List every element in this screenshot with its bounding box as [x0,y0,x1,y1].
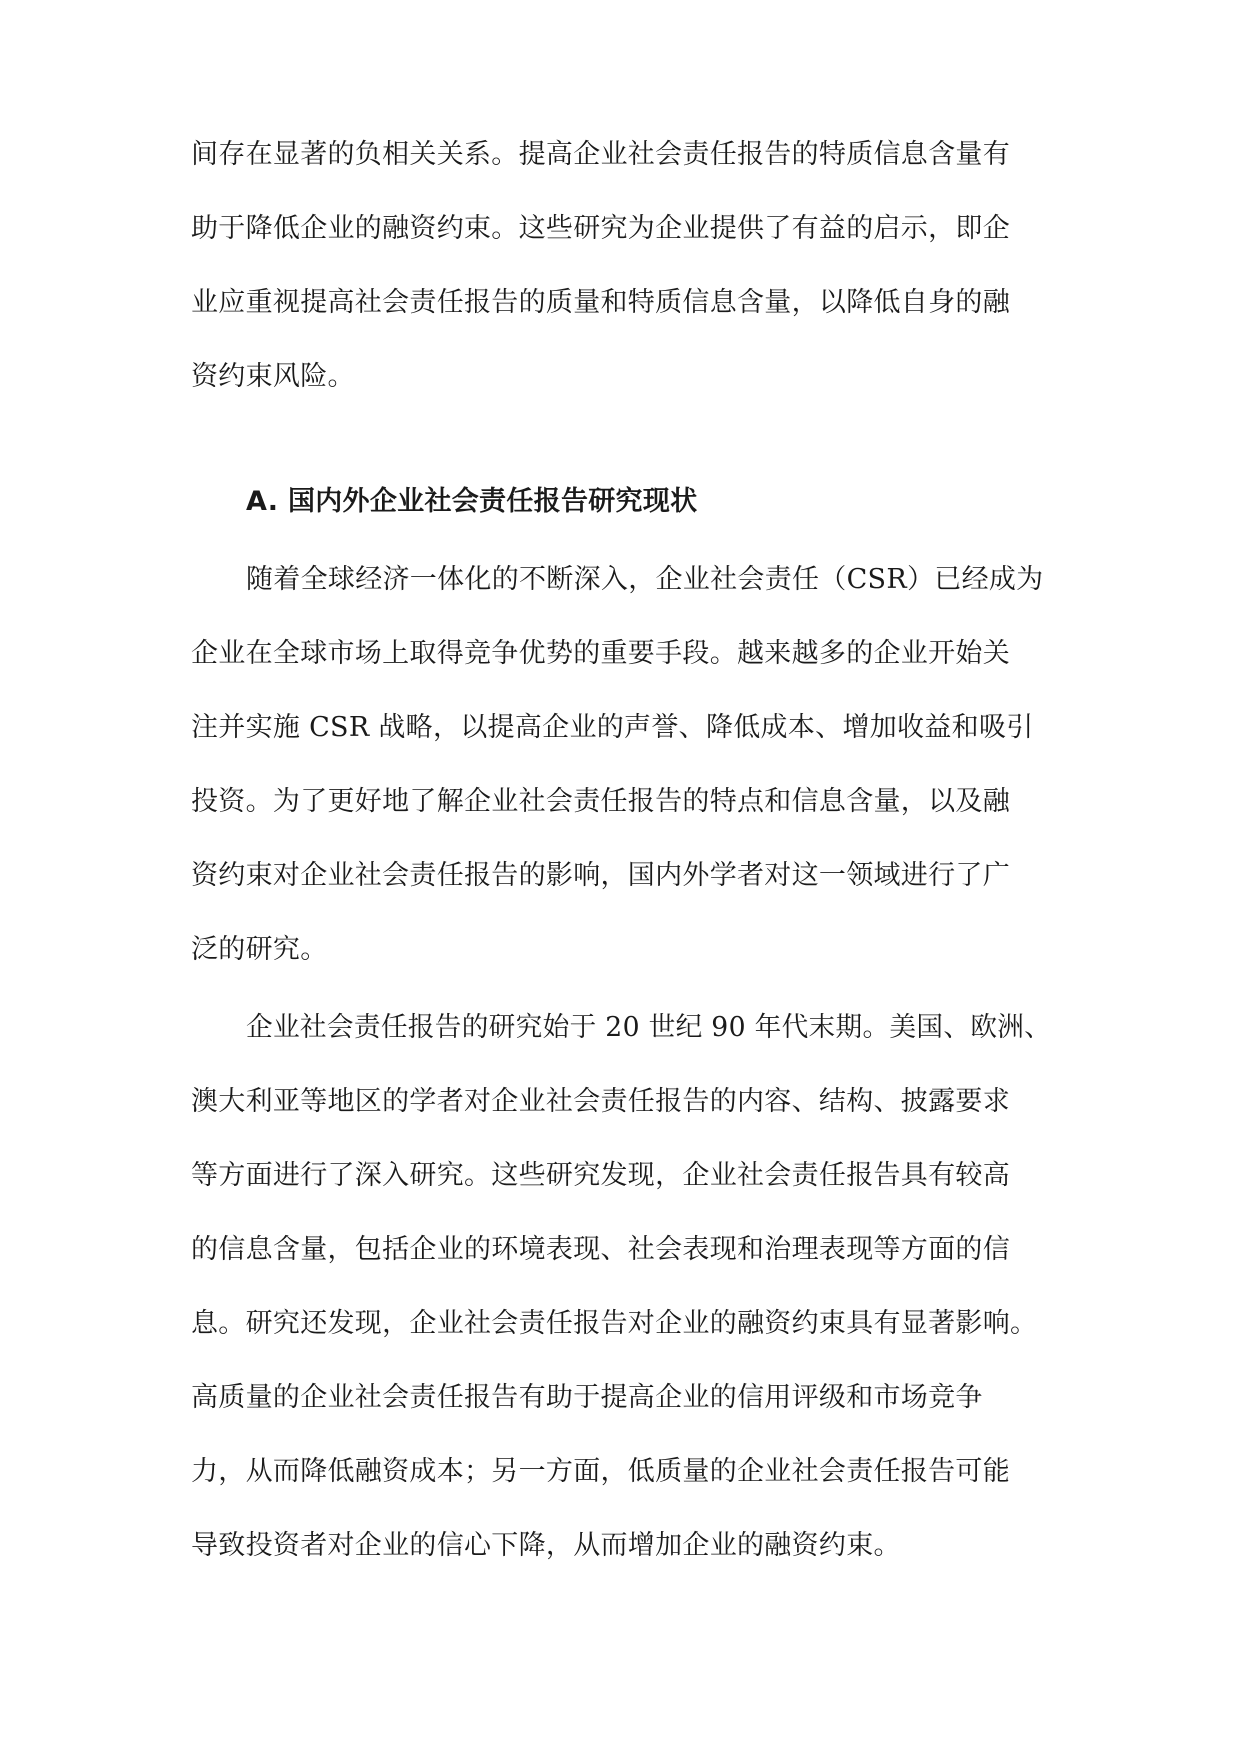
text-line: 息。研究还发现，企业社会责任报告对企业的融资约束具有显著影响。 [191,1308,1038,1339]
text-line: 助于降低企业的融资约束。这些研究为企业提供了有益的启示，即企 [191,213,1010,244]
section-heading: A. 国内外企业社会责任报告研究现状 [246,486,698,517]
text-line: 导致投资者对企业的信心下降，从而增加企业的融资约束。 [191,1530,901,1561]
text-line: 泛的研究。 [191,934,328,965]
text-line: 随着全球经济一体化的不断深入，企业社会责任（CSR）已经成为 [246,564,1044,595]
text-line: 间存在显著的负相关关系。提高企业社会责任报告的特质信息含量有 [191,139,1010,170]
text-line: 企业社会责任报告的研究始于 20 世纪 90 年代末期。美国、欧洲、 [246,1012,1052,1043]
text-line: 企业在全球市场上取得竞争优势的重要手段。越来越多的企业开始关 [191,638,1010,669]
text-line: 投资。为了更好地了解企业社会责任报告的特点和信息含量，以及融 [191,786,1010,817]
text-line: 注并实施 CSR 战略，以提高企业的声誉、降低成本、增加收益和吸引 [191,712,1034,743]
text-line: 业应重视提高社会责任报告的质量和特质信息含量，以降低自身的融 [191,287,1010,318]
text-line: 高质量的企业社会责任报告有助于提高企业的信用评级和市场竞争 [191,1382,983,1413]
text-line: 资约束风险。 [191,361,355,392]
text-line: 的信息含量，包括企业的环境表现、社会表现和治理表现等方面的信 [191,1234,1010,1265]
text-line: 资约束对企业社会责任报告的影响，国内外学者对这一领域进行了广 [191,860,1010,891]
text-line: 等方面进行了深入研究。这些研究发现，企业社会责任报告具有较高 [191,1160,1010,1191]
text-line: 澳大利亚等地区的学者对企业社会责任报告的内容、结构、披露要求 [191,1086,1010,1117]
text-line: 力，从而降低融资成本；另一方面，低质量的企业社会责任报告可能 [191,1456,1010,1487]
